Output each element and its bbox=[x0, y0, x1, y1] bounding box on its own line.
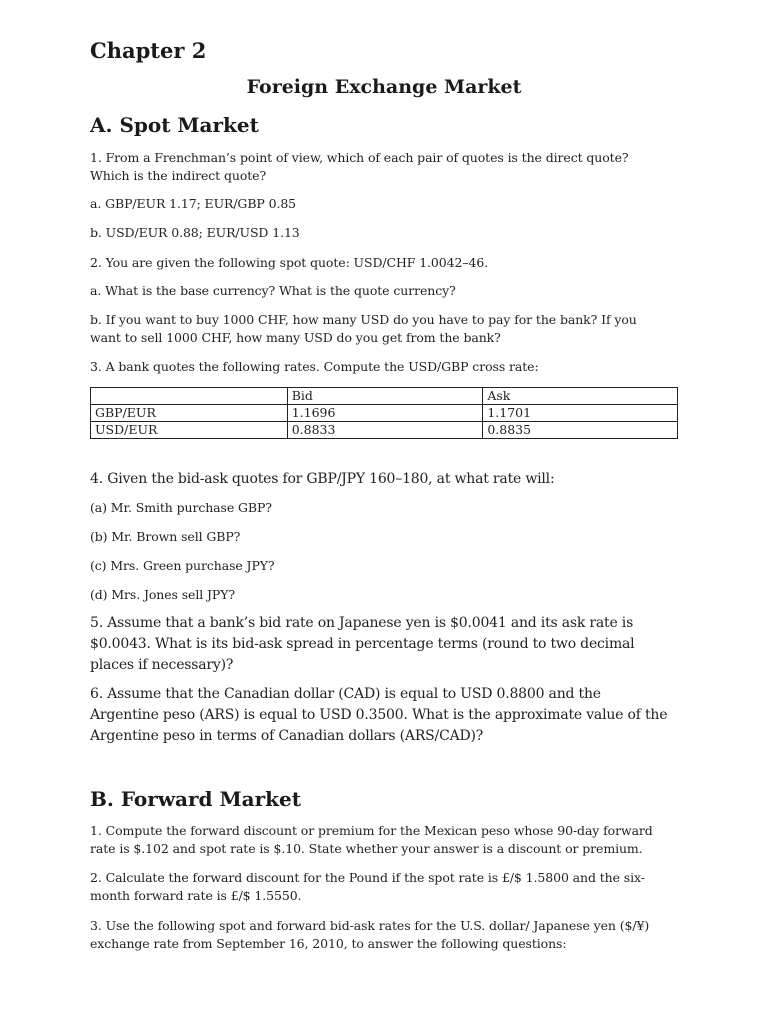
table-header-cell: Bid bbox=[287, 388, 483, 405]
question-a1-part-a: a. GBP/EUR 1.17; EUR/GBP 0.85 bbox=[90, 196, 297, 211]
question-a1 bbox=[90, 149, 629, 185]
question-b1 bbox=[90, 822, 653, 858]
text-line: 6. Assume that the Canadian dollar (CAD) is equal to USD 0.8800 and the bbox=[90, 686, 601, 702]
table-row bbox=[91, 405, 678, 422]
text-line: exchange rate from September 16, 2010, to answer the following questions: bbox=[90, 936, 567, 951]
text-line: 3. Use the following spot and forward bid-ask rates for the U.S. dollar/ Japanese yen ($/¥) bbox=[90, 918, 650, 933]
text-line: Argentine peso in terms of Canadian dollars (ARS/CAD)? bbox=[90, 728, 484, 744]
text-line: $0.0043. What is its bid-ask spread in percentage terms (round to two decimal bbox=[90, 636, 635, 652]
question-a6 bbox=[90, 684, 667, 747]
table-header-cell bbox=[91, 388, 288, 405]
question-a4: 4. Given the bid-ask quotes for GBP/JPY 160–180, at what rate will: bbox=[90, 471, 555, 487]
table-cell: 0.8833 bbox=[287, 422, 483, 439]
rates-table bbox=[90, 387, 678, 439]
question-a5 bbox=[90, 613, 634, 676]
question-a1-part-b: b. USD/EUR 0.88; EUR/USD 1.13 bbox=[90, 225, 300, 240]
section-a-heading: A. Spot Market bbox=[90, 113, 259, 137]
text-line: month forward rate is £/$ 1.5550. bbox=[90, 888, 302, 903]
text-line: Which is the indirect quote? bbox=[90, 168, 267, 183]
text-line: rate is $.102 and spot rate is $.10. State whether your answer is a discount or premium. bbox=[90, 841, 643, 856]
text-line: want to sell 1000 CHF, how many USD do you get from the bank? bbox=[90, 330, 501, 345]
text-line: 1. Compute the forward discount or premium for the Mexican peso whose 90-day forward bbox=[90, 823, 653, 838]
section-b-heading: B. Forward Market bbox=[90, 787, 301, 811]
table-row bbox=[91, 422, 678, 439]
table-cell: GBP/EUR bbox=[91, 405, 288, 422]
text-line: 5. Assume that a bank’s bid rate on Japanese yen is $0.0041 and its ask rate is bbox=[90, 615, 634, 631]
question-b2 bbox=[90, 869, 645, 905]
text-line: b. If you want to buy 1000 CHF, how many USD do you have to pay for the bank? If you bbox=[90, 312, 637, 327]
question-a4-part-c: (c) Mrs. Green purchase JPY? bbox=[90, 558, 275, 573]
question-a4-part-d: (d) Mrs. Jones sell JPY? bbox=[90, 587, 235, 602]
table-cell: USD/EUR bbox=[91, 422, 288, 439]
question-a2: 2. You are given the following spot quote: USD/CHF 1.0042–46. bbox=[90, 255, 489, 270]
table-header-row bbox=[91, 388, 678, 405]
table-cell: 1.1701 bbox=[483, 405, 678, 422]
chapter-heading: Chapter 2 bbox=[90, 38, 207, 63]
table-cell: 1.1696 bbox=[287, 405, 483, 422]
question-a4-part-b: (b) Mr. Brown sell GBP? bbox=[90, 529, 241, 544]
table-header-cell: Ask bbox=[483, 388, 678, 405]
text-line: 2. Calculate the forward discount for the Pound if the spot rate is £/$ 1.5800 and the six- bbox=[90, 870, 645, 885]
question-a4-part-a: (a) Mr. Smith purchase GBP? bbox=[90, 500, 272, 515]
table-cell: 0.8835 bbox=[483, 422, 678, 439]
text-line: places if necessary)? bbox=[90, 657, 234, 673]
document-title: Foreign Exchange Market bbox=[246, 76, 522, 98]
text-line: Argentine peso (ARS) is equal to USD 0.3500. What is the approximate value of the bbox=[90, 707, 668, 723]
text-line: 1. From a Frenchman’s point of view, which of each pair of quotes is the direct quote? bbox=[90, 150, 629, 165]
question-a2-part-a: a. What is the base currency? What is the quote currency? bbox=[90, 283, 456, 298]
question-b3 bbox=[90, 917, 649, 953]
question-a2-part-b bbox=[90, 311, 637, 347]
question-a3: 3. A bank quotes the following rates. Compute the USD/GBP cross rate: bbox=[90, 359, 539, 374]
